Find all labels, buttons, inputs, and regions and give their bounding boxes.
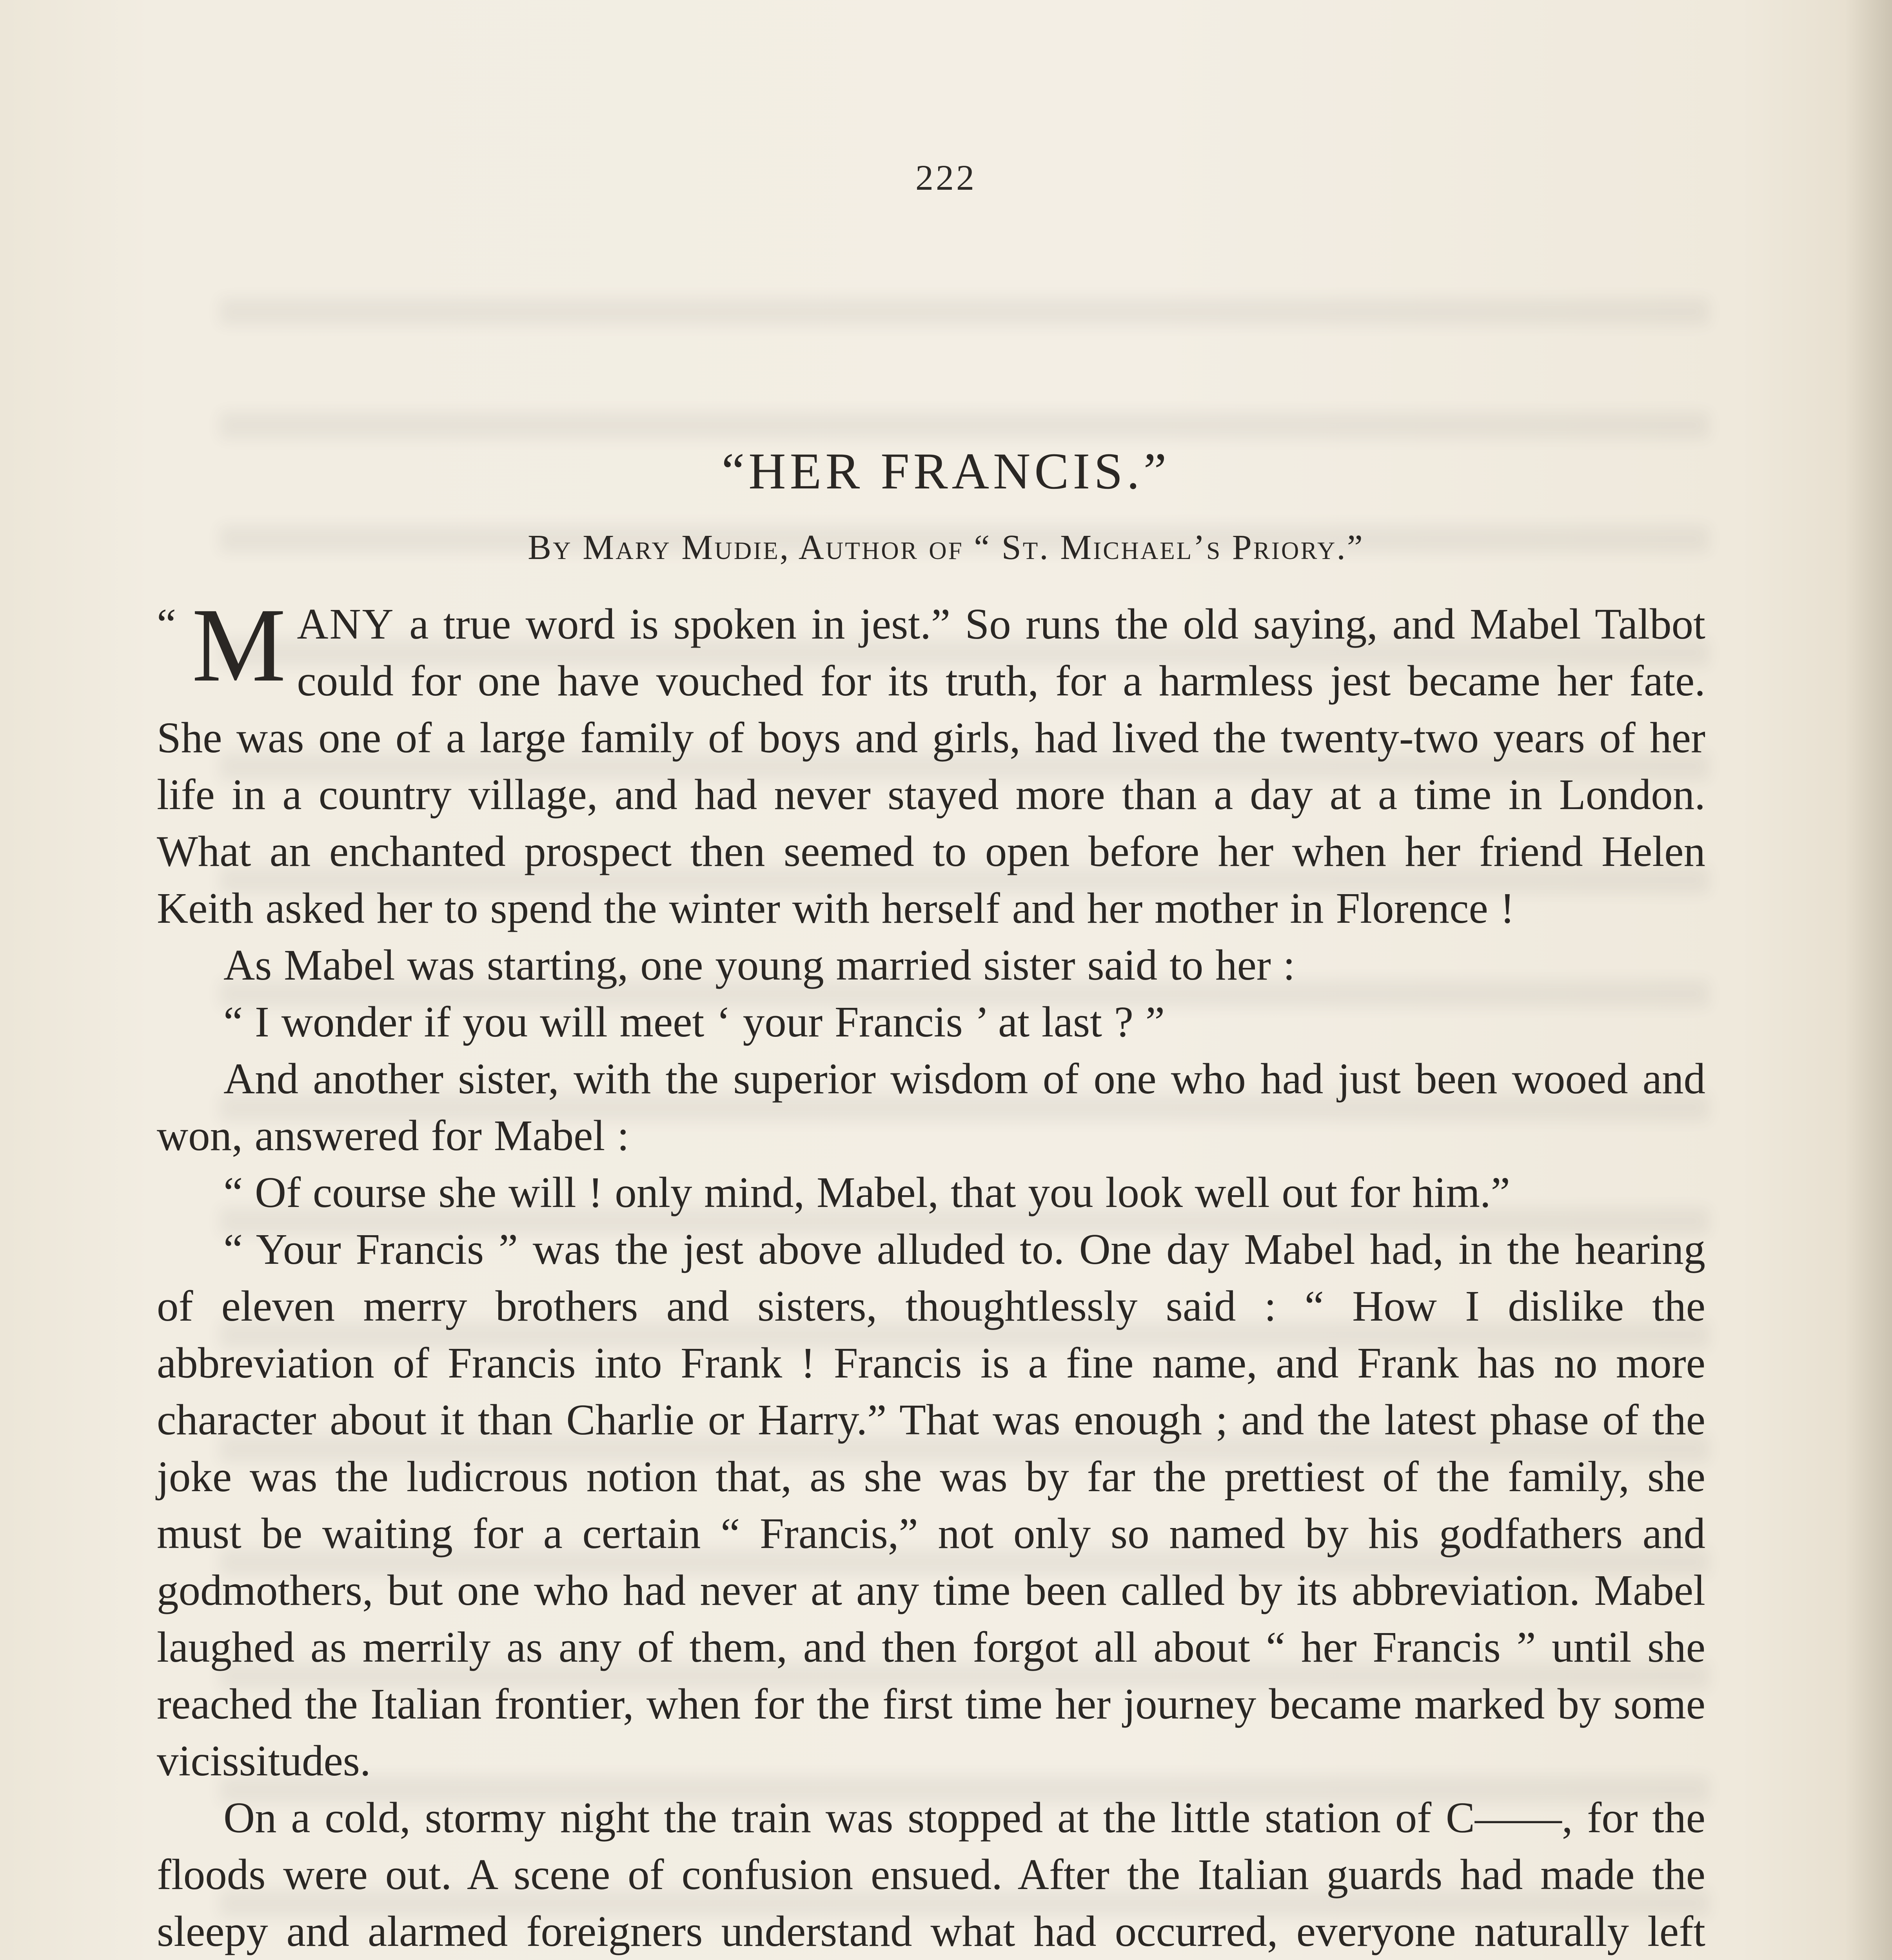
- paragraph-3: “ I wonder if you will meet ‘ your Francis ’ at last ? ”: [223, 998, 1165, 1046]
- paragraph-4: And another sister, with the superior wisdom of one who had just been wooed and won, answered for Mabel :: [157, 1055, 1705, 1160]
- paragraph-6: “ Your Francis ” was the jest above alluded to. One day Mabel had, in the hearing of eleven merry brothers and sisters, thoughtlessly said : “ How I dislike the abbreviation of Francis into Frank ! Francis is a fine name, and Frank has no more character about it than Charlie or Harry.” That was enough ; and the latest phase of the joke was the ludicrous notion that, as she was by far the prettiest of the family, she must be waiting for a certain “ Francis,” not only so named by his godfathers and godmothers, but one who had never at any time been called by its abbreviation. Mabel laughed as merrily as any of them, and then forgot all about “ her Francis ” until she reached the Italian frontier, when for the first time her journey became marked by some vicissitudes.: [157, 1225, 1705, 1785]
- page-edge-shadow: [1845, 0, 1892, 1960]
- paragraph-1: [157, 586, 1705, 937]
- opening-quote-mark: “: [157, 600, 176, 648]
- paragraph-1-text: a true word is spoken in jest.” So runs the old saying, and Mabel Talbot could for one have vouched for its truth, for a harmless jest became her fate. She was one of a large family of boys and girls, had lived the twenty-two years of her life in a country village, and had never stayed more than a day at a time in London. What an enchanted prospect then seemed to open before her when her friend Helen Keith asked her to spend the winter with herself and her mother in Florence !: [157, 600, 1705, 933]
- paragraph-7: On a cold, stormy night the train was stopped at the little station of C——, for the floods were out. A scene of confusion ensued. After the Italian guards had made the sleepy and alarmed foreigners understand what had occurred, everyone naturally left: [157, 1794, 1705, 1956]
- paragraph-2: As Mabel was starting, one young married sister said to her :: [223, 941, 1295, 989]
- drop-cap-rest: ANY: [297, 600, 395, 648]
- story-body: [157, 586, 1705, 1960]
- story-title: “HER FRANCIS.”: [721, 442, 1171, 500]
- paragraph-5: “ Of course she will ! only mind, Mabel, that you look well out for him.”: [223, 1169, 1510, 1217]
- drop-cap-letter: M: [192, 586, 286, 704]
- page-number: 222: [915, 158, 977, 198]
- author-byline: By Mary Mudie, Author of “ St. Michael’s Priory.”: [528, 528, 1364, 567]
